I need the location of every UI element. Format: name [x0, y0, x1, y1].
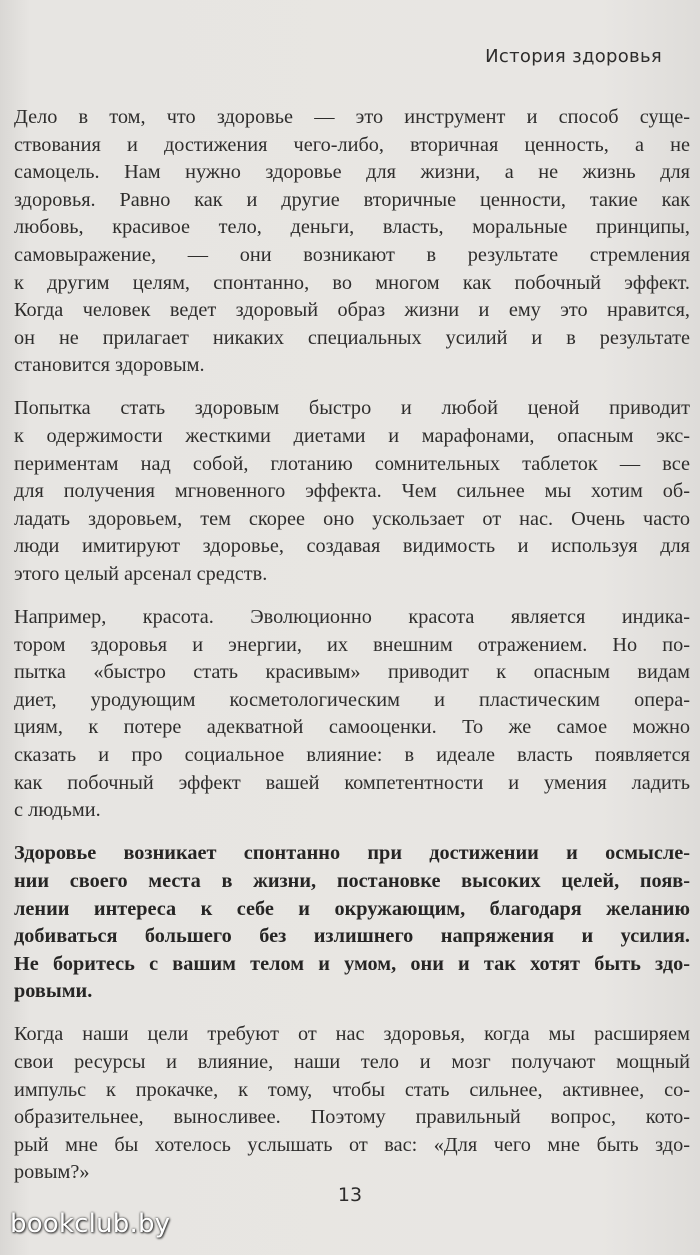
text-line: ровым?» — [14, 1161, 90, 1184]
text-line: тором здоровья и энергии, их внешним отражением. Но по- — [14, 633, 690, 656]
text-line: нии своего места в жизни, постановке высоких целей, появ- — [14, 869, 690, 892]
watermark-logo: bookclub.by — [10, 1209, 171, 1239]
body-text — [14, 104, 690, 1202]
text-line: становится здоровым. — [14, 354, 205, 377]
text-line: образительнее, выносливее. Поэтому правильный вопрос, кото- — [14, 1106, 690, 1129]
text-line: лении интереса к себе и окружающим, благодаря желанию — [14, 897, 690, 920]
text-line: как побочный эффект вашей компетентности и умения ладить — [14, 771, 690, 794]
paragraph — [14, 395, 690, 588]
emphasized-paragraph — [14, 840, 690, 1006]
text-line: ладать здоровьем, тем скорее оно ускользает от нас. Очень часто — [14, 507, 690, 530]
running-header-title: История здоровья — [485, 46, 662, 67]
text-line: этого целый арсенал средств. — [14, 563, 268, 585]
paragraph — [14, 104, 690, 380]
text-line: для получения мгновенного эффекта. Чем сильнее мы хотим об- — [14, 480, 690, 503]
text-line: с людьми. — [14, 799, 101, 822]
text-line: циям, к потере адекватной самооценки. То же самое можно — [14, 716, 690, 739]
text-line: диет, уродующим косметологическим и пластическим опера- — [14, 688, 690, 711]
text-line: люди имитируют здоровье, создавая видимость и используя для — [14, 535, 690, 558]
paragraph — [14, 604, 690, 825]
paragraph — [14, 1021, 690, 1187]
text-line: периментам над собой, глотанию сомнительных таблеток — все — [14, 452, 690, 475]
text-line: Когда наши цели требуют от нас здоровья, когда мы расширяем — [14, 1023, 690, 1046]
text-line: ствования и достижения чего-либо, вторичная ценность, а не — [14, 133, 690, 156]
text-line: добиваться большего без излишнего напряжения и усилия. — [14, 925, 690, 948]
text-line: здоровья. Равно как и другие вторичные ценности, такие как — [14, 188, 690, 211]
text-line: Когда человек ведет здоровый образ жизни и ему это нравится, — [14, 299, 690, 322]
text-line: импульс к прокачке, к тому, чтобы стать сильнее, активнее, со- — [14, 1078, 690, 1101]
text-line: Попытка стать здоровым быстро и любой ценой приводит — [14, 397, 690, 420]
text-line: свои ресурсы и влияние, наши тело и мозг получают мощный — [14, 1051, 690, 1073]
text-line: самоцель. Нам нужно здоровье для жизни, а не жизнь для — [14, 161, 690, 184]
text-line: Например, красота. Эволюционно красота является индика- — [14, 606, 690, 629]
text-line: пытка «быстро стать красивым» приводит к опасным видам — [14, 661, 690, 684]
text-line: Дело в том, что здоровье — это инструмент и способ суще- — [14, 106, 690, 128]
text-line: сказать и про социальное влияние: в идеале власть появляется — [14, 744, 690, 767]
text-line: к другим целям, спонтанно, во многом как побочный эффект. — [14, 271, 690, 294]
text-line: рый мне бы хотелось услышать от вас: «Для чего мне быть здо- — [14, 1133, 690, 1156]
page-number: 13 — [337, 1184, 363, 1206]
text-line: самовыражение, — они возникают в результате стремления — [14, 243, 690, 266]
text-line: он не прилагает никаких специальных усилий и в результате — [14, 326, 690, 349]
text-line: Здоровье возникает спонтанно при достижении и осмысле- — [14, 842, 690, 865]
text-line: Не боритесь с вашим телом и умом, они и так хотят быть здо- — [14, 952, 690, 975]
text-line: любовь, красивое тело, деньги, власть, моральные принципы, — [14, 216, 690, 239]
text-line: ровыми. — [14, 980, 93, 1003]
text-line: к одержимости жесткими диетами и марафонами, опасным экс- — [14, 425, 690, 448]
